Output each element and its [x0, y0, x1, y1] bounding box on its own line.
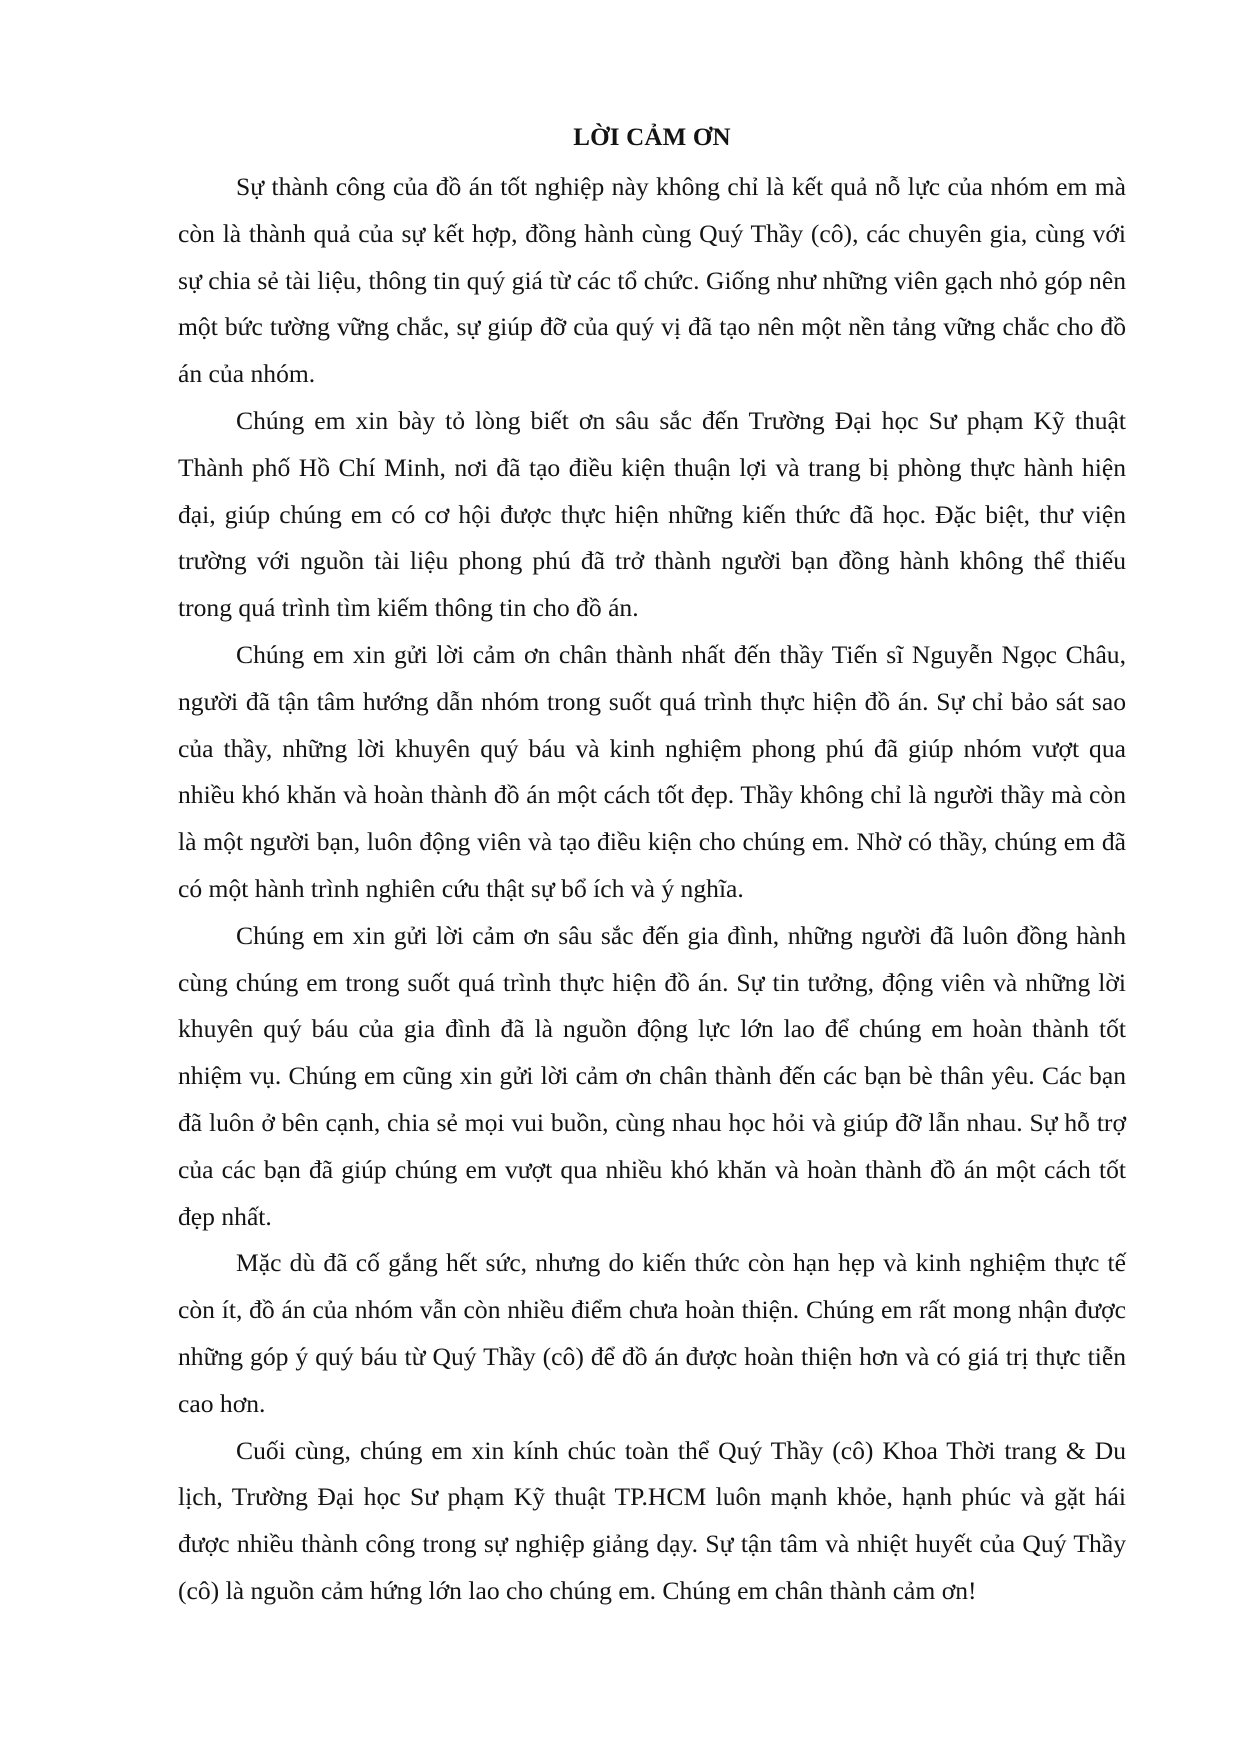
- paragraph-university-thanks: Chúng em xin bày tỏ lòng biết ơn sâu sắc đến Trường Đại học Sư phạm Kỹ thuật Thành phố Hồ Chí Minh, nơi đã tạo điều kiện thuận lợi và trang bị phòng thực hành hiện đại, giúp chúng em có cơ hội được thực hiện những kiến thức đã học. Đặc biệt, thư viện trường với nguồn tài liệu phong phú đã trở thành người bạn đồng hành không thể thiếu trong quá trình tìm kiếm thông tin cho đồ án.: [178, 405, 1126, 623]
- document-body: [178, 118, 1126, 1615]
- paragraph-advisor-thanks: Chúng em xin gửi lời cảm ơn chân thành nhất đến thầy Tiến sĩ Nguyễn Ngọc Châu, người đã tận tâm hướng dẫn nhóm trong suốt quá trình thực hiện đồ án. Sự chỉ bảo sát sao của thầy, những lời khuyên quý báu và kinh nghiệm phong phú đã giúp nhóm vượt qua nhiều khó khăn và hoàn thành đồ án một cách tốt đẹp. Thầy không chỉ là người thầy mà còn là một người bạn, luôn động viên và tạo điều kiện cho chúng em. Nhờ có thầy, chúng em đã có một hành trình nghiên cứu thật sự bổ ích và ý nghĩa.: [178, 639, 1126, 903]
- paragraph-closing: Cuối cùng, chúng em xin kính chúc toàn thể Quý Thầy (cô) Khoa Thời trang & Du lịch, Trường Đại học Sư phạm Kỹ thuật TP.HCM luôn mạnh khỏe, hạnh phúc và gặt hái được nhiều thành công trong sự nghiệp giảng dạy. Sự tận tâm và nhiệt huyết của Quý Thầy (cô) là nguồn cảm hứng lớn lao cho chúng em. Chúng em chân thành cảm ơn!: [178, 1435, 1126, 1605]
- paragraph-limitations: Mặc dù đã cố gắng hết sức, nhưng do kiến thức còn hạn hẹp và kinh nghiệm thực tế còn ít, đồ án của nhóm vẫn còn nhiều điểm chưa hoàn thiện. Chúng em rất mong nhận được những góp ý quý báu từ Quý Thầy (cô) để đồ án được hoàn thiện hơn và có giá trị thực tiễn cao hơn.: [178, 1248, 1126, 1418]
- paragraph-intro: Sự thành công của đồ án tốt nghiệp này không chỉ là kết quả nỗ lực của nhóm em mà còn là thành quả của sự kết hợp, đồng hành cùng Quý Thầy (cô), các chuyên gia, cùng với sự chia sẻ tài liệu, thông tin quý giá từ các tổ chức. Giống như những viên gạch nhỏ góp nên một bức tường vững chắc, sự giúp đỡ của quý vị đã tạo nên một nền tảng vững chắc cho đồ án của nhóm.: [178, 172, 1126, 389]
- page-title: LỜI CẢM ƠN: [573, 124, 731, 151]
- paragraph-family-friends-thanks: Chúng em xin gửi lời cảm ơn sâu sắc đến gia đình, những người đã luôn đồng hành cùng chúng em trong suốt quá trình thực hiện đồ án. Sự tin tưởng, động viên và những lời khuyên quý báu của gia đình đã là nguồn động lực lớn lao để chúng em hoàn thành tốt nhiệm vụ. Chúng em cũng xin gửi lời cảm ơn chân thành đến các bạn bè thân yêu. Các bạn đã luôn ở bên cạnh, chia sẻ mọi vui buồn, cùng nhau học hỏi và giúp đỡ lẫn nhau. Sự hỗ trợ của các bạn đã giúp chúng em vượt qua nhiều khó khăn và hoàn thành đồ án một cách tốt đẹp nhất.: [178, 920, 1126, 1231]
